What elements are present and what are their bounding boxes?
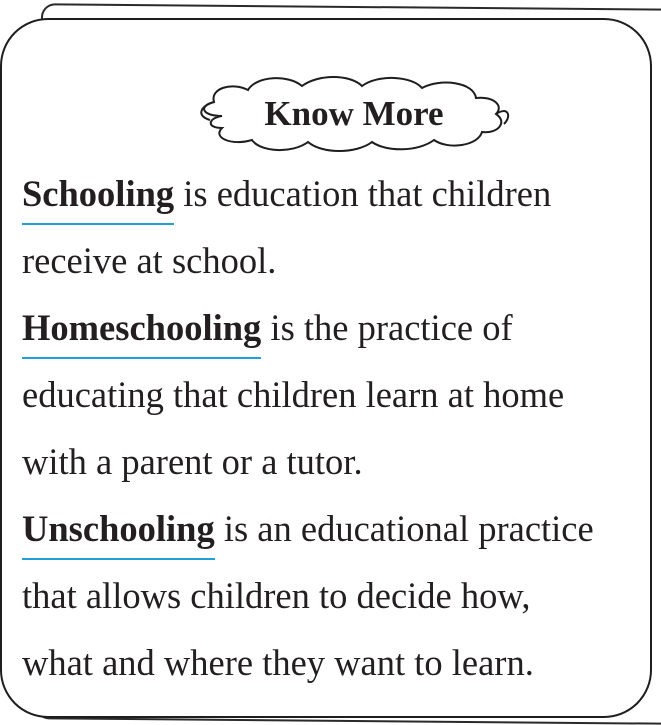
- definition-homeschooling-text-2: educating that children learn at home: [22, 374, 565, 415]
- definition-schooling-text-2: receive at school.: [22, 240, 277, 281]
- know-more-box: [0, 18, 652, 718]
- term-unschooling: Unschooling: [22, 495, 215, 562]
- definition-line: [22, 428, 652, 495]
- definition-unschooling-text-1: is an educational practice: [214, 508, 594, 549]
- definition-unschooling-text-3: what and where they want to learn.: [22, 642, 534, 683]
- definition-line: [22, 294, 652, 361]
- definition-homeschooling-text-1: is the practice of: [261, 307, 513, 348]
- term-homeschooling: Homeschooling: [22, 294, 261, 361]
- definition-unschooling-text-2: that allows children to decide how,: [22, 575, 531, 616]
- definition-line: [22, 629, 652, 696]
- term-schooling: Schooling: [22, 160, 174, 227]
- definition-line: [22, 495, 652, 562]
- page-title: Know More: [264, 94, 444, 133]
- definition-line: [22, 562, 652, 629]
- definition-homeschooling-text-3: with a parent or a tutor.: [22, 441, 363, 482]
- definition-line: [22, 227, 652, 294]
- definition-schooling-text-1: is education that children: [174, 173, 552, 214]
- definition-line: [22, 160, 652, 227]
- definitions-text: [22, 160, 652, 696]
- title-cloud: [192, 72, 516, 156]
- definition-line: [22, 361, 652, 428]
